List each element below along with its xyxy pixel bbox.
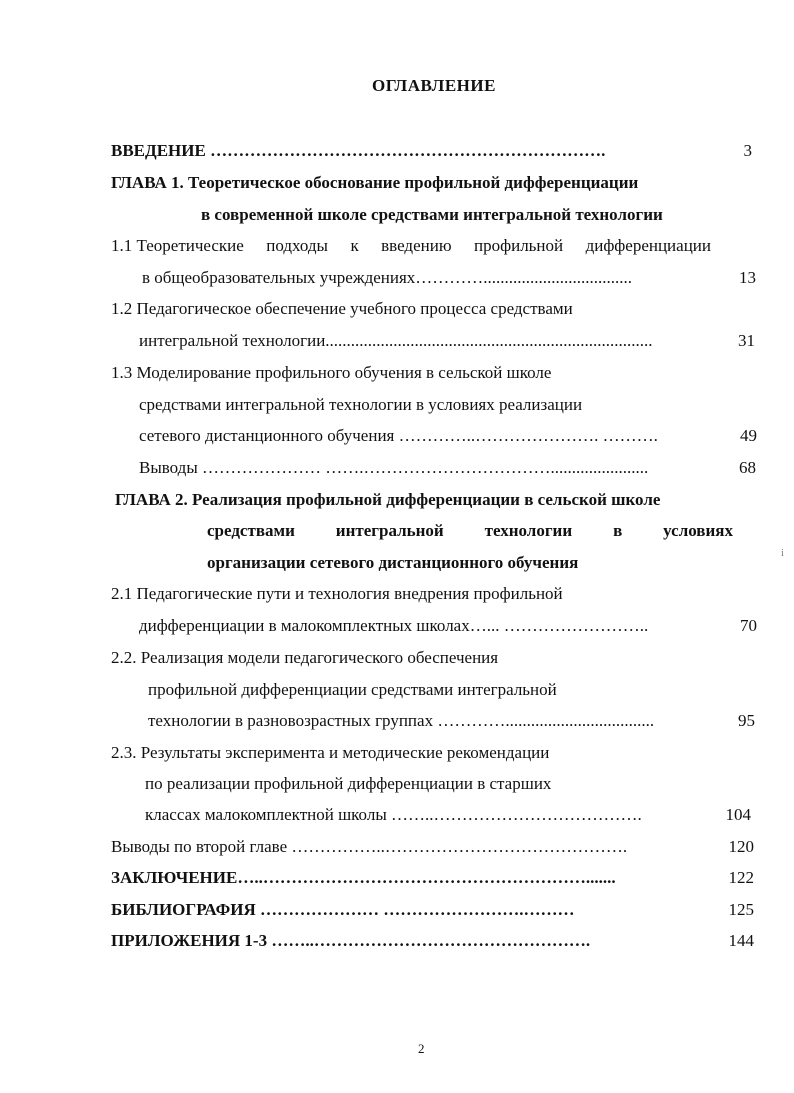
toc-bibliography-page: 125 [728, 900, 754, 919]
word: введению [381, 236, 452, 255]
word: профильной [473, 236, 564, 255]
toc-section-1-1-cont[interactable]: в общеобразовательных учреждениях…………................................... [142, 268, 633, 287]
toc-section-2-1-cont[interactable]: дифференциации в малокомплектных школах…... …………………….. [139, 616, 649, 635]
toc-conclusion[interactable]: ЗАКЛЮЧЕНИЕ…..…………………………………………………....... [111, 868, 616, 887]
toc-chapter1-title[interactable]: ГЛАВА 1. Теоретическое обоснование профильной дифференциации [111, 173, 639, 192]
toc-intro-page: 3 [743, 141, 752, 160]
toc-appendices[interactable]: ПРИЛОЖЕНИЯ 1-3 ……..…………………………………………. [111, 931, 591, 950]
toc-section-2-3-page: 104 [725, 805, 751, 824]
toc-chapter2-conclusions-page: 120 [728, 837, 754, 856]
word: 1.1 Теоретические [111, 236, 244, 255]
page-number: 2 [418, 1041, 425, 1056]
word: дифференциации [585, 236, 711, 255]
toc-section-2-1-page: 70 [740, 616, 757, 635]
toc-appendices-page: 144 [728, 931, 754, 950]
toc-section-2-3[interactable]: 2.3. Результаты эксперимента и методические рекомендации [111, 743, 550, 762]
toc-chapter1-conclusions[interactable]: Выводы ………………… …….……………………………....................... [139, 458, 649, 477]
toc-chapter2-title-cont2[interactable]: организации сетевого дистанционного обучения [207, 553, 579, 572]
toc-section-1-3-cont[interactable]: средствами интегральной технологии в условиях реализации [139, 395, 583, 414]
toc-chapter1-conclusions-page: 68 [739, 458, 756, 477]
toc-section-2-2-page: 95 [738, 711, 755, 730]
toc-section-1-2-page: 31 [738, 331, 755, 350]
word: подходы [266, 236, 328, 255]
toc-chapter1-title-cont[interactable]: в современной школе средствами интегральной технологии [201, 205, 663, 224]
toc-conclusion-page: 122 [728, 868, 754, 887]
page-title: ОГЛАВЛЕНИЕ [372, 76, 496, 95]
toc-chapter2-title[interactable]: ГЛАВА 2. Реализация профильной дифференциации в сельской школе [115, 490, 661, 509]
toc-chapter2-title-cont[interactable] [207, 521, 733, 541]
word: средствами [207, 521, 295, 540]
toc-section-2-2[interactable]: 2.2. Реализация модели педагогического обеспечения [111, 648, 499, 667]
word: к [350, 236, 359, 255]
toc-section-2-1[interactable]: 2.1 Педагогические пути и технология внедрения профильной [111, 584, 563, 603]
toc-bibliography[interactable]: БИБЛИОГРАФИЯ ………………… …………………….……… [111, 900, 575, 919]
toc-section-1-3-cont2[interactable]: сетевого дистанционного обучения …………..…………………. ………. [139, 426, 658, 445]
word: интегральной [335, 521, 444, 540]
toc-section-2-3-cont[interactable]: по реализации профильной дифференциации в старших [145, 774, 552, 793]
toc-section-1-2-cont[interactable]: интегральной технологии............................................................................. [139, 331, 653, 350]
toc-section-2-3-cont2[interactable]: классах малокомплектной школы ……..………………………………. [145, 805, 642, 824]
toc-section-1-2[interactable]: 1.2 Педагогическое обеспечение учебного процесса средствами [111, 299, 573, 318]
word: в [613, 521, 623, 540]
toc-intro[interactable]: ВВЕДЕНИЕ ……………………………………………………………. [111, 141, 606, 160]
toc-section-1-3[interactable]: 1.3 Моделирование профильного обучения в сельской школе [111, 363, 552, 382]
toc-section-2-2-cont2[interactable]: технологии в разновозрастных группах …………................................... [148, 711, 655, 730]
margin-mark: i [781, 548, 784, 559]
toc-section-1-1[interactable] [111, 236, 711, 256]
word: условиях [663, 521, 733, 540]
toc-section-2-2-cont[interactable]: профильной дифференциации средствами интегральной [148, 680, 557, 699]
toc-section-1-3-page: 49 [740, 426, 757, 445]
toc-section-1-1-page: 13 [739, 268, 756, 287]
toc-chapter2-conclusions[interactable]: Выводы по второй главе ……………..……………………………………. [111, 837, 628, 856]
word: технологии [484, 521, 573, 540]
